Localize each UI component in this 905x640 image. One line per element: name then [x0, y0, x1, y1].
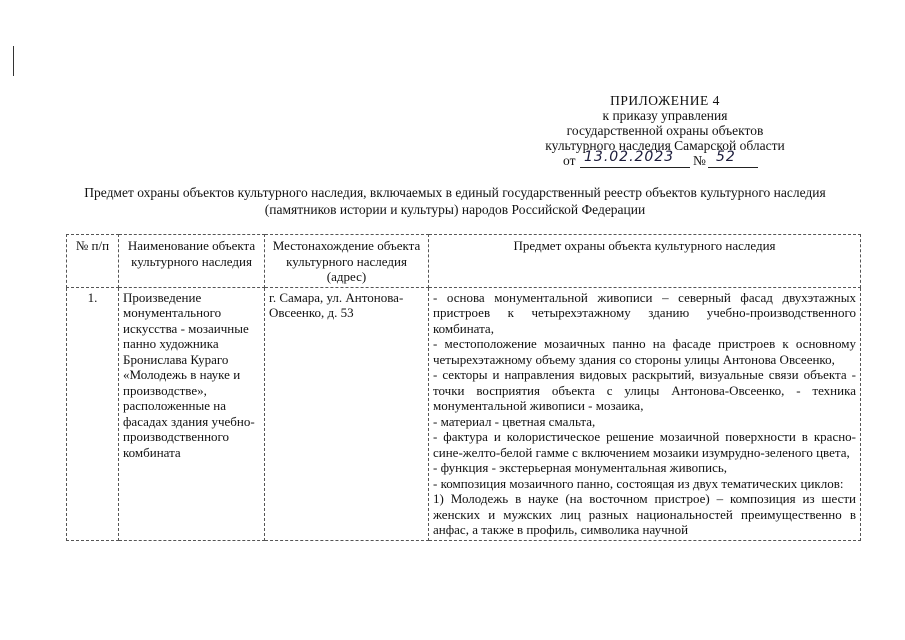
number-label: №	[693, 153, 706, 168]
appendix-header	[520, 93, 810, 169]
header-name: Наименование объекта культурного наследия	[119, 235, 265, 288]
document-title: Предмет охраны объектов культурного наследия, включаемых в единый государственный реестр объектов культурного наследия (памятников истории и культуры) народов Российской Федерации	[84, 185, 826, 217]
margin-mark	[13, 46, 14, 76]
subject-item: - функция - экстерьерная монументальная живопись,	[433, 460, 728, 475]
row-name: Произведение монументального искусства - мозаичные панно художника Бронислава Кураго «Молодежь в науке и производстве», расположенные на фасадах здания учебно-производственного комбината	[119, 287, 265, 540]
table-row	[67, 287, 861, 540]
header-num: № п/п	[67, 235, 119, 288]
subject-item: - местоположение мозаичных панно на фасаде пристроев к основному четырехэтажному объему здания со стороны улицы Антонова Овсеенко,	[433, 336, 856, 367]
row-num: 1.	[67, 287, 119, 540]
from-label: от	[563, 153, 576, 168]
subject-item: 1) Молодежь в науке (на восточном пристрое) – композиция из шести женских и мужских лиц разных национальностей преимущественно в анфас, а также в профиль, символика научной	[433, 491, 856, 537]
order-date-line	[520, 149, 810, 169]
handwritten-number: 52	[716, 149, 736, 165]
subject-item: - секторы и направления видовых раскрытий, визуальные связи объекта - точки восприятия объекта с улицы Антонова-Овсеенко, - техника монументальной живописи - мозаика,	[433, 367, 856, 413]
row-location: г. Самара, ул. Антонова-Овсеенко, д. 53	[265, 287, 429, 540]
number-underline	[708, 167, 758, 168]
subject-item: - композиция мозаичного панно, состоящая из двух тематических циклов:	[433, 475, 844, 491]
date-underline	[580, 167, 690, 168]
protection-table	[66, 234, 861, 541]
subject-item: - основа монументальной живописи – северный фасад двухэтажных пристроев к четырехэтажному зданию учебно-производственного комбината,	[433, 289, 856, 336]
subject-item: - материал - цветная смальта,	[433, 413, 596, 429]
header-location: Местонахождение объекта культурного наследия (адрес)	[265, 235, 429, 288]
header-subject: Предмет охраны объекта культурного наследия	[429, 235, 861, 288]
subject-item: - фактура и колористическое решение мозаичной поверхности в красно-сине-желто-белой гамме с включением мозаики изумрудно-зеленого цвета,	[433, 429, 856, 460]
row-subject	[429, 287, 861, 540]
appendix-title: ПРИЛОЖЕНИЕ 4	[610, 93, 720, 108]
appendix-line-2: государственной охраны объектов	[566, 123, 764, 138]
table-header-row	[67, 235, 861, 288]
appendix-line-3: культурного наследия Самарской области	[545, 138, 785, 153]
appendix-line-1: к приказу управления	[602, 108, 728, 123]
handwritten-date: 13.02.2023	[584, 149, 675, 165]
